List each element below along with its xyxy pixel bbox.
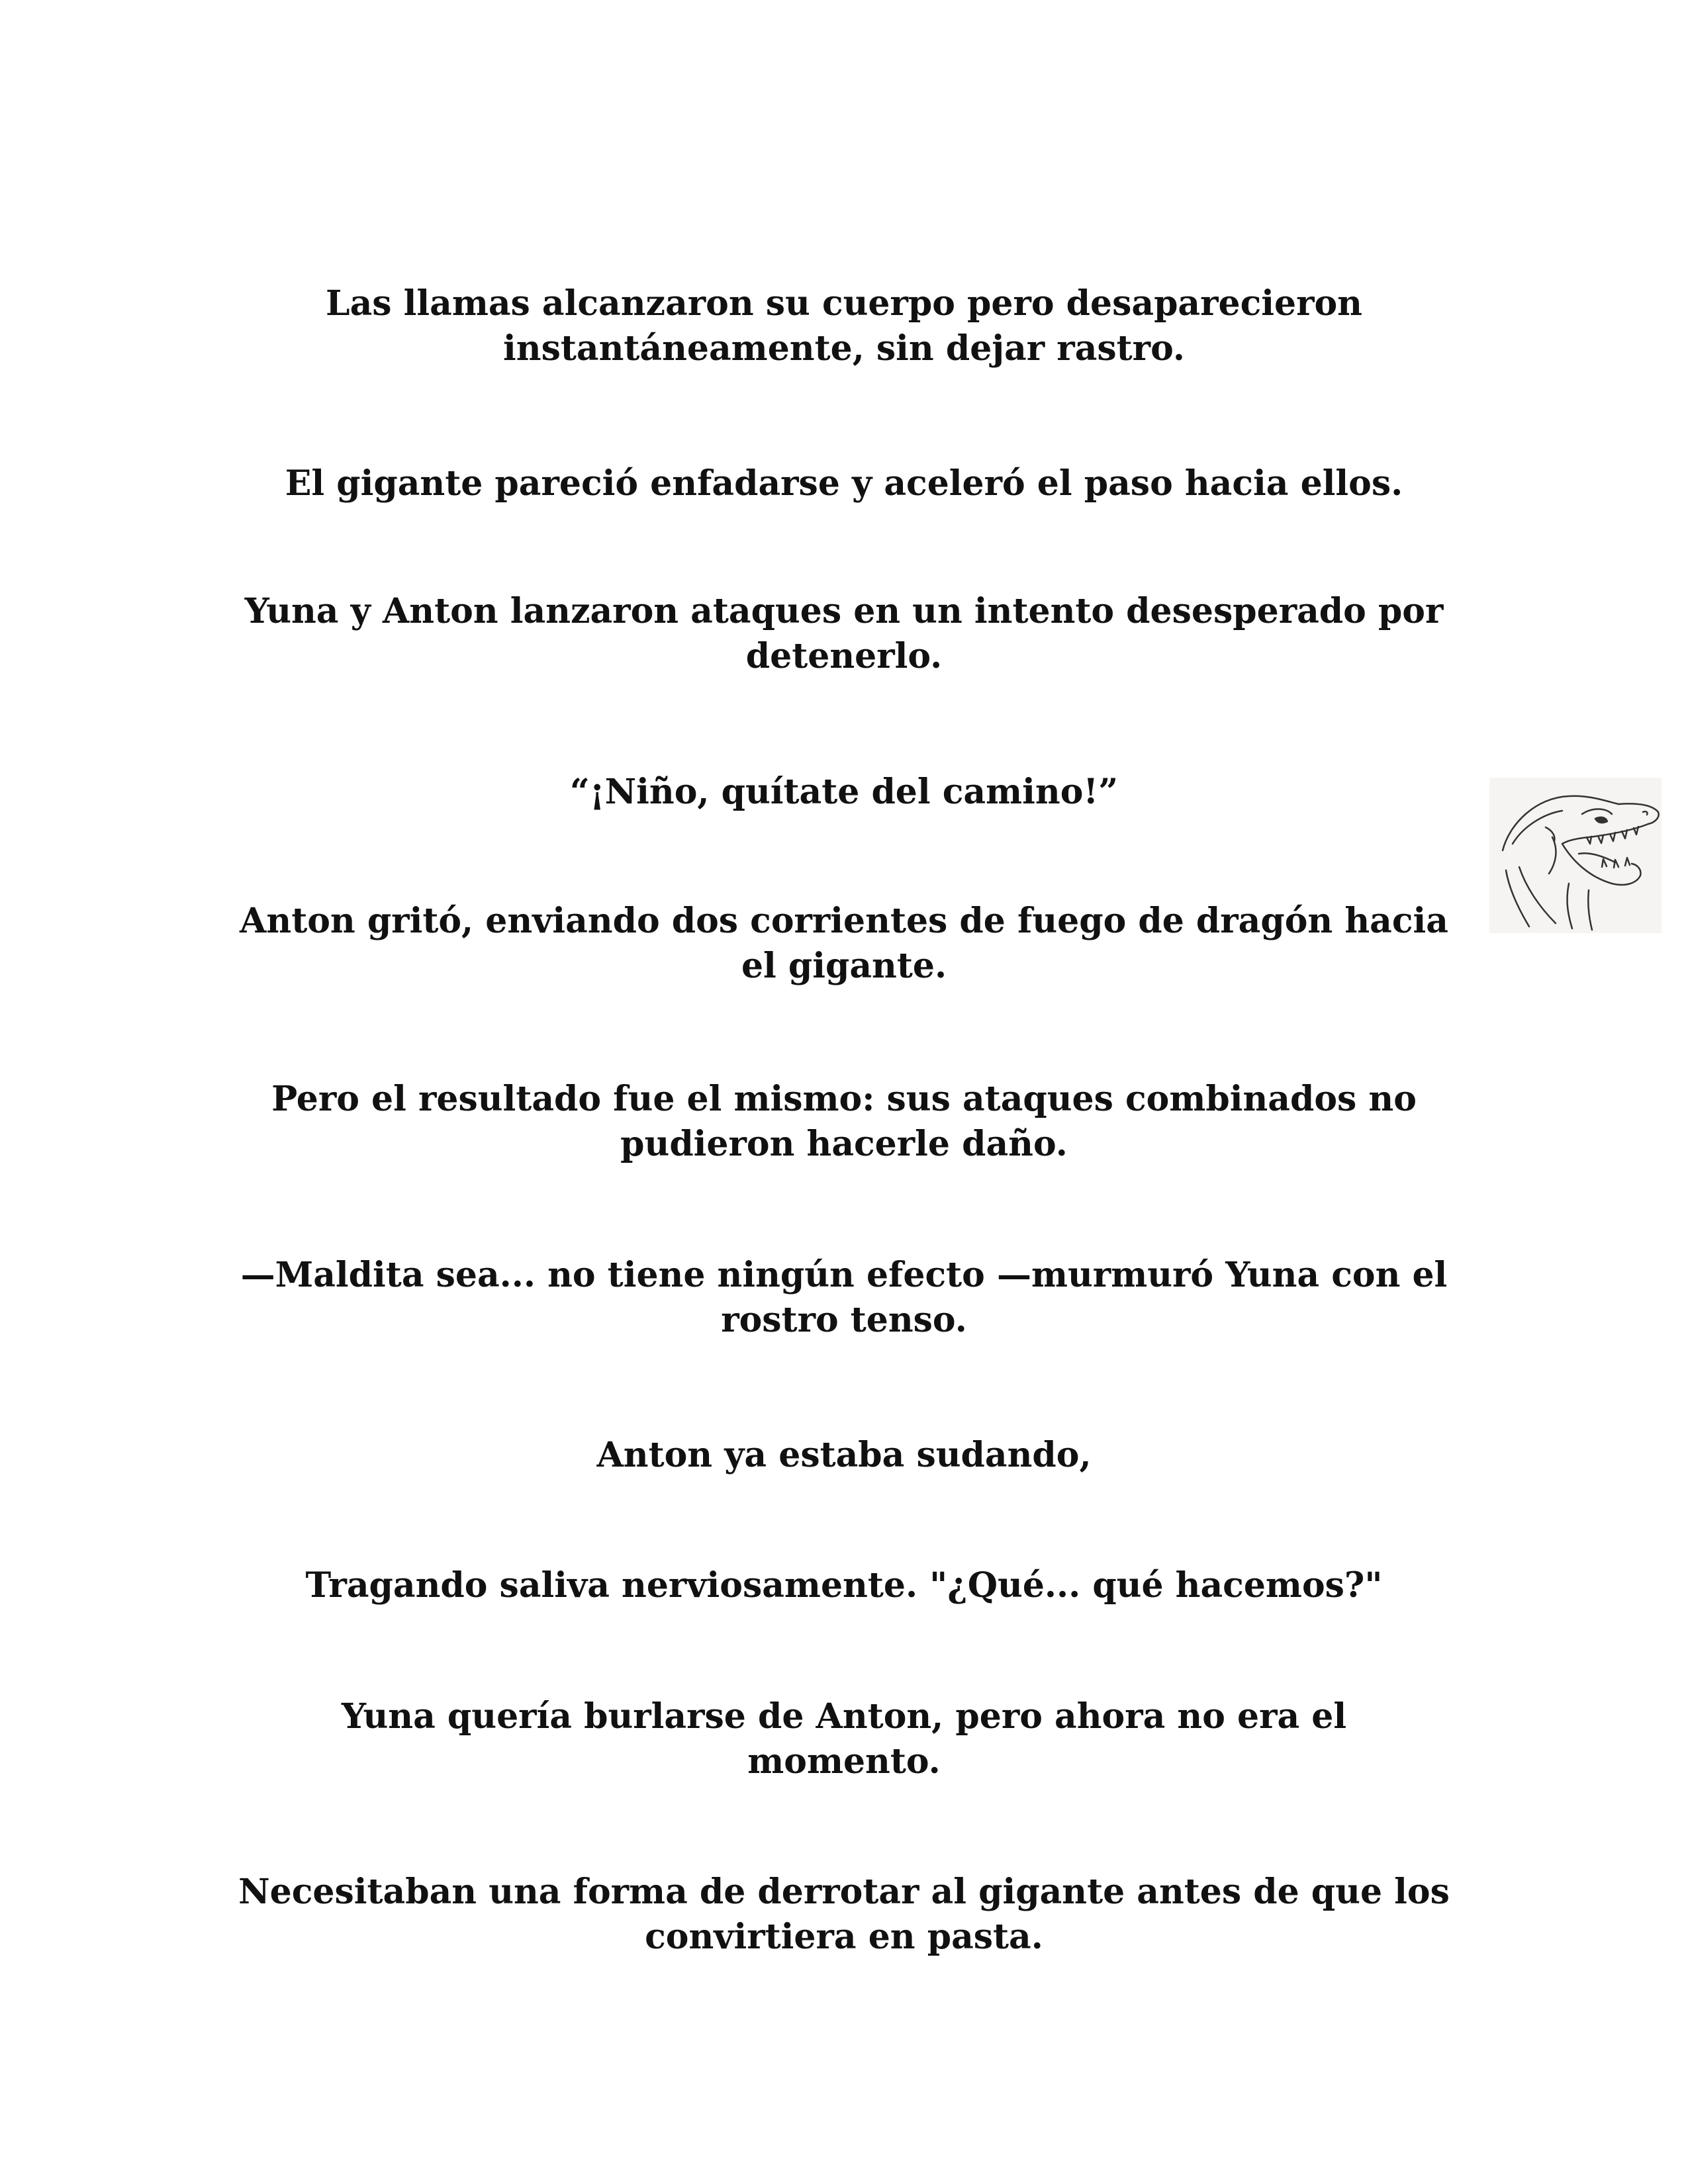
paragraph [199, 281, 1489, 371]
text-line: Yuna quería burlarse de Anton, pero ahora no era el [341, 1696, 1347, 1737]
text-line: instantáneamente, sin dejar rastro. [503, 328, 1185, 369]
text-line: rostro tenso. [721, 1300, 967, 1340]
paragraph [199, 1563, 1489, 1608]
text-line: detenerlo. [745, 636, 943, 676]
text-line: convirtiera en pasta. [645, 1917, 1043, 1957]
text-line: —Maldita sea... no tiene ningún efecto —murmuró Yuna con el [240, 1255, 1448, 1295]
text-line: Anton gritó, enviando dos corrientes de fuego de dragón hacia [240, 901, 1448, 941]
text-line: El gigante pareció enfadarse y aceleró el paso hacia ellos. [285, 463, 1403, 504]
paragraph [199, 1253, 1489, 1343]
paragraph [199, 899, 1489, 989]
paragraph [199, 1870, 1489, 1960]
text-line: “¡Niño, quítate del camino!” [569, 772, 1119, 812]
text-line: Yuna y Anton lanzaron ataques en un intento desesperado por [244, 591, 1444, 631]
paragraph [199, 589, 1489, 679]
text-line: Necesitaban una forma de derrotar al gigante antes de que los [238, 1872, 1450, 1912]
paragraph [199, 461, 1489, 506]
text-line: Pero el resultado fue el mismo: sus ataques combinados no [271, 1079, 1417, 1119]
paragraph [199, 770, 1489, 815]
text-line: momento. [747, 1741, 941, 1782]
paragraph [199, 1077, 1489, 1167]
text-line: el gigante. [741, 946, 947, 986]
paragraph [199, 1433, 1489, 1478]
text-line: pudieron hacerle daño. [620, 1124, 1068, 1164]
dinosaur-head-sketch-icon [1489, 778, 1662, 933]
text-line: Anton ya estaba sudando, [596, 1435, 1092, 1475]
text-line: Las llamas alcanzaron su cuerpo pero desaparecieron [326, 283, 1362, 324]
text-line: Tragando saliva nerviosamente. "¿Qué... qué hacemos?" [305, 1565, 1383, 1606]
paragraph [199, 1694, 1489, 1784]
